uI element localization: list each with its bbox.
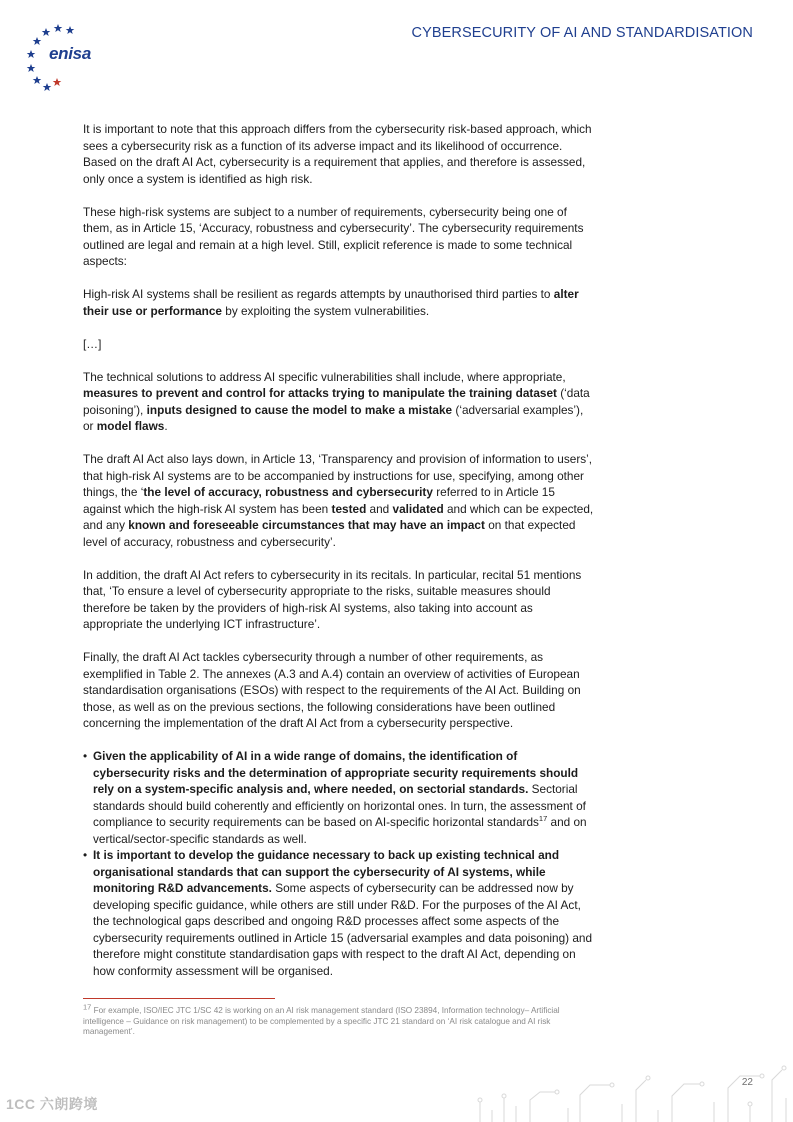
text: and [366, 501, 393, 516]
text: . [164, 419, 168, 433]
paragraph: These high-risk systems are subject to a number of requirements, cybersecurity being one of them, as in Article 15, ‘Accuracy, robustness and cybersecurity’. The cybersecurity requirements outlined are legal and remain at a high level. Still, explicit reference is made to some technical aspects: [83, 204, 584, 268]
paragraph [83, 451, 595, 550]
paragraph: It is important to note that this approach differs from the cybersecurity risk-based approach, which sees a cybersecurity risk as a function of its adverse impact and its likelihood of occurrence. Based on the draft AI Act, cybersecurity is a requirement that applies, and therefore is assessed, only once a system is identified as high risk. [83, 122, 592, 186]
text: High-risk AI systems shall be resilient as regards attempts by unauthorised third parties to [83, 287, 554, 301]
text: Some aspects of cybersecurity can be addressed now by developing specific guidance, while others are still under R&D. For the purposes of the AI Act, the technological gaps described and ongoing R&D processes affect some aspects of the cybersecurity requirements outlined in Article 15 (adversarial examples and data poisoning) and therefore might constitute standardisation gaps with respect to the draft AI Act, depending on how conformity assessment will be organised. [93, 881, 593, 978]
bold-text: validated [392, 501, 444, 516]
text: (‘data poisoning’), [83, 386, 590, 417]
text: and on vertical/sector-specific standards as well. [93, 815, 587, 846]
paragraph: In addition, the draft AI Act refers to cybersecurity in its recitals. In particular, recital 51 mentions that, ‘To ensure a level of cybersecurity appropriate to the risks, suitable measures should therefore be taken by the providers of high-risk AI systems, also taking into account as appropriate the underlying ICT infrastructure’. [83, 567, 582, 631]
bold-text: the level of accuracy, robustness and cybersecurity [143, 485, 433, 499]
footnote-ref[interactable]: 17 [538, 814, 548, 824]
document-title: CYBERSECURITY OF AI AND STANDARDISATION [411, 25, 753, 41]
bold-text: model flaws [96, 419, 165, 433]
text: on that expected level of accuracy, robustness and cybersecurity’. [83, 518, 576, 549]
quote-paragraph [83, 286, 595, 319]
red-star-icon [53, 78, 62, 86]
bold-text: known and foreseeable circumstances that may have an impact [128, 518, 485, 532]
bold-text: It is important to develop the guidance necessary to back up existing technical and organisational standards that can support the cybersecurity of AI systems, while monitoring R&D advancements. [93, 848, 560, 895]
text: (‘adversarial examples’), or [83, 402, 584, 433]
bullet-icon: • [83, 848, 88, 862]
footnote [83, 1002, 595, 1038]
logo-text: enisa [49, 44, 91, 63]
text: by exploiting the system vulnerabilities. [221, 303, 430, 318]
bold-text: inputs designed to cause the model to make a mistake [146, 402, 453, 417]
footnote-text: For example, ISO/IEC JTC 1/SC 42 is working on an AI risk management standard (ISO 23894, Information technology– Artificial intelligence – Guidance on risk management) to be complemented by a specific JTC 21 standard on ‘AI risk catalogue and AI risk management’. [83, 1006, 560, 1036]
watermark: 1CC 六朗跨境 [6, 1096, 98, 1112]
text: Sectorial standards should build coherently and efficiently on horizontal ones. In turn, the assessment of compliance to security requirements can be based on AI-specific horizontal standards [93, 782, 586, 829]
bullet-icon: • [83, 749, 88, 763]
ellipsis-paragraph: […] [83, 336, 102, 351]
paragraph: Finally, the draft AI Act tackles cybersecurity through a number of other requirements, as exemplified in Table 2. The annexes (A.3 and A.4) contain an overview of activities of European standardisation organisations (ESOs) with respect to the requirements of the AI Act. Building on those, as well as on the previous sections, the following considerations have been outlined concerning the implementation of the draft AI Act from a cybersecurity perspective. [83, 650, 581, 730]
text: and which can be expected, and any [83, 501, 594, 532]
considerations-list [83, 748, 595, 979]
text: The technical solutions to address AI specific vulnerabilities shall include, where appropriate, [83, 369, 566, 384]
bold-text: measures to prevent and control for attacks trying to manipulate the training dataset [83, 386, 557, 400]
text: referred to in Article 15 against which the high-risk AI system has been [83, 485, 555, 516]
page-number: 22 [741, 1077, 753, 1088]
list-item [83, 748, 595, 847]
bold-text: alter their use or performance [83, 287, 579, 318]
list-item [83, 847, 595, 979]
bold-text: tested [331, 501, 367, 516]
main-content [83, 121, 595, 979]
text: The draft AI Act also lays down, in Article 13, ‘Transparency and provision of information to users’, that high-risk AI systems are to be accompanied by instructions for use, specifying, among other things, the ‘ [83, 452, 593, 499]
quote-paragraph [83, 369, 595, 435]
footnote-number: 17 [83, 1002, 92, 1012]
footnote-divider [83, 998, 275, 999]
bold-text: Given the applicability of AI in a wide range of domains, the identification of cybersecurity risks and the determination of appropriate security requirements should rely on a system-specific analysis and, where needed, on sectorial standards. [93, 749, 579, 796]
